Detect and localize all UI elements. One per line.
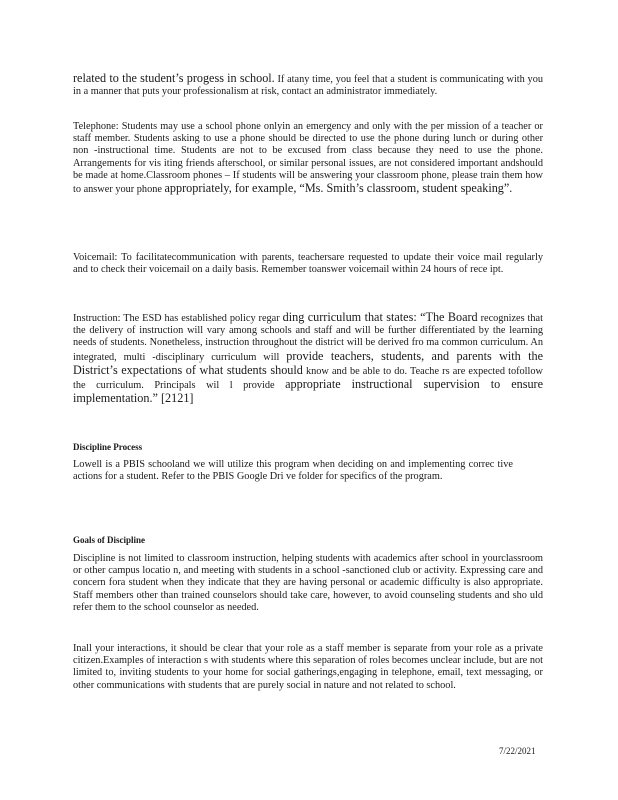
paragraph-lead-text: related to the student’s progess in school. (73, 71, 275, 85)
heading-goals-of-discipline: Goals of Discipline (73, 535, 146, 545)
paragraph-instruction (73, 311, 543, 406)
paragraph-text: provide teachers, students, and parents with the District’s expectations of what students should (73, 348, 544, 377)
paragraph-text: Discipline is not limited to classroom instruction, helping students with academics after school in yourclassroom or other campus locatio n, and meeting with students in a school -sanctioned club or activity. Expressing care and concern fora student when they indicate that they are having personal or academic difficulty is also appropriate. Staff members other than trained counselors should take care, however, to avoid counseling students and sho uld refer them to the school counselor as needed. (73, 553, 543, 613)
paragraph-tail-text: appropriately, for example, “Ms. Smith’s classroom, student speaking”. (164, 181, 513, 196)
paragraph-voicemail (73, 252, 543, 276)
paragraph-text: ding curriculum that states: “The Board (282, 310, 478, 324)
paragraph-text: Lowell is a PBIS schooland we will utilize this program when deciding on and implementing correc tive actions for a student. Refer to the PBIS Google Dri ve folder for specifics of the program. (73, 459, 513, 483)
paragraph-text: Inall your interactions, it should be clear that your role as a staff member is separate from your role as a private citizen.Examples of interaction s with students where this separation of roles becomes unclear include, but are not limited to, inviting students to your home for social gatherings,engaging in telephone, email, text messaging, or other communications with students that are purely social in nature and not related to school. (73, 643, 543, 691)
paragraph-text: Telephone: Students may use a school phone onlyin an emergency and only with the per mission of a teacher or staff member. Students asking to use a phone should be directed to use the phone during lunch or during other non -instructional time. Students are not to be excused from class because they need to use the phone. Arrangements for vis iting friends afterschool, or similar personal issues, are not considered important andshould be made at home.Classroom phones – If students will be answering your classroom phone, please train them how to answer your phone (73, 121, 543, 196)
paragraph-text: know and be able to do. Teache rs are expected tofollow the curriculum. Principals wil l provide (73, 365, 543, 392)
paragraph-telephone (73, 121, 543, 196)
paragraph-text: Voicemail: To facilitatecommunication with parents, teachersare requested to update their voice mail regularly and to check their voicemail on a daily basis. Remember toanswer voicemail within 24 hours of rece ipt. (73, 252, 543, 276)
paragraph-student-progress (73, 72, 543, 98)
paragraph-role-separation (73, 643, 543, 692)
paragraph-discipline-scope (73, 553, 543, 614)
paragraph-pbis (73, 459, 513, 483)
paragraph-text: Instruction: The ESD has established policy regar (73, 313, 280, 324)
paragraph-text: If atany time, you feel that a student is communicating with you in a manner that puts your professionalism at risk, contact an administrator immediately. (73, 74, 543, 98)
footer-date: 7/22/2021 (499, 746, 536, 756)
paragraph-text: recognizes that the delivery of instruction will vary among schools and staff and will be further differentiated by the learning needs of students. Nonetheless, instruction throughout the district will be derived fro ma common curriculum. An integrated, multi -disciplinary curriculum will (73, 313, 543, 363)
heading-discipline-process: Discipline Process (73, 442, 143, 452)
paragraph-text: appropriate instructional supervision to ensure implementation.” [2121] (73, 377, 544, 406)
